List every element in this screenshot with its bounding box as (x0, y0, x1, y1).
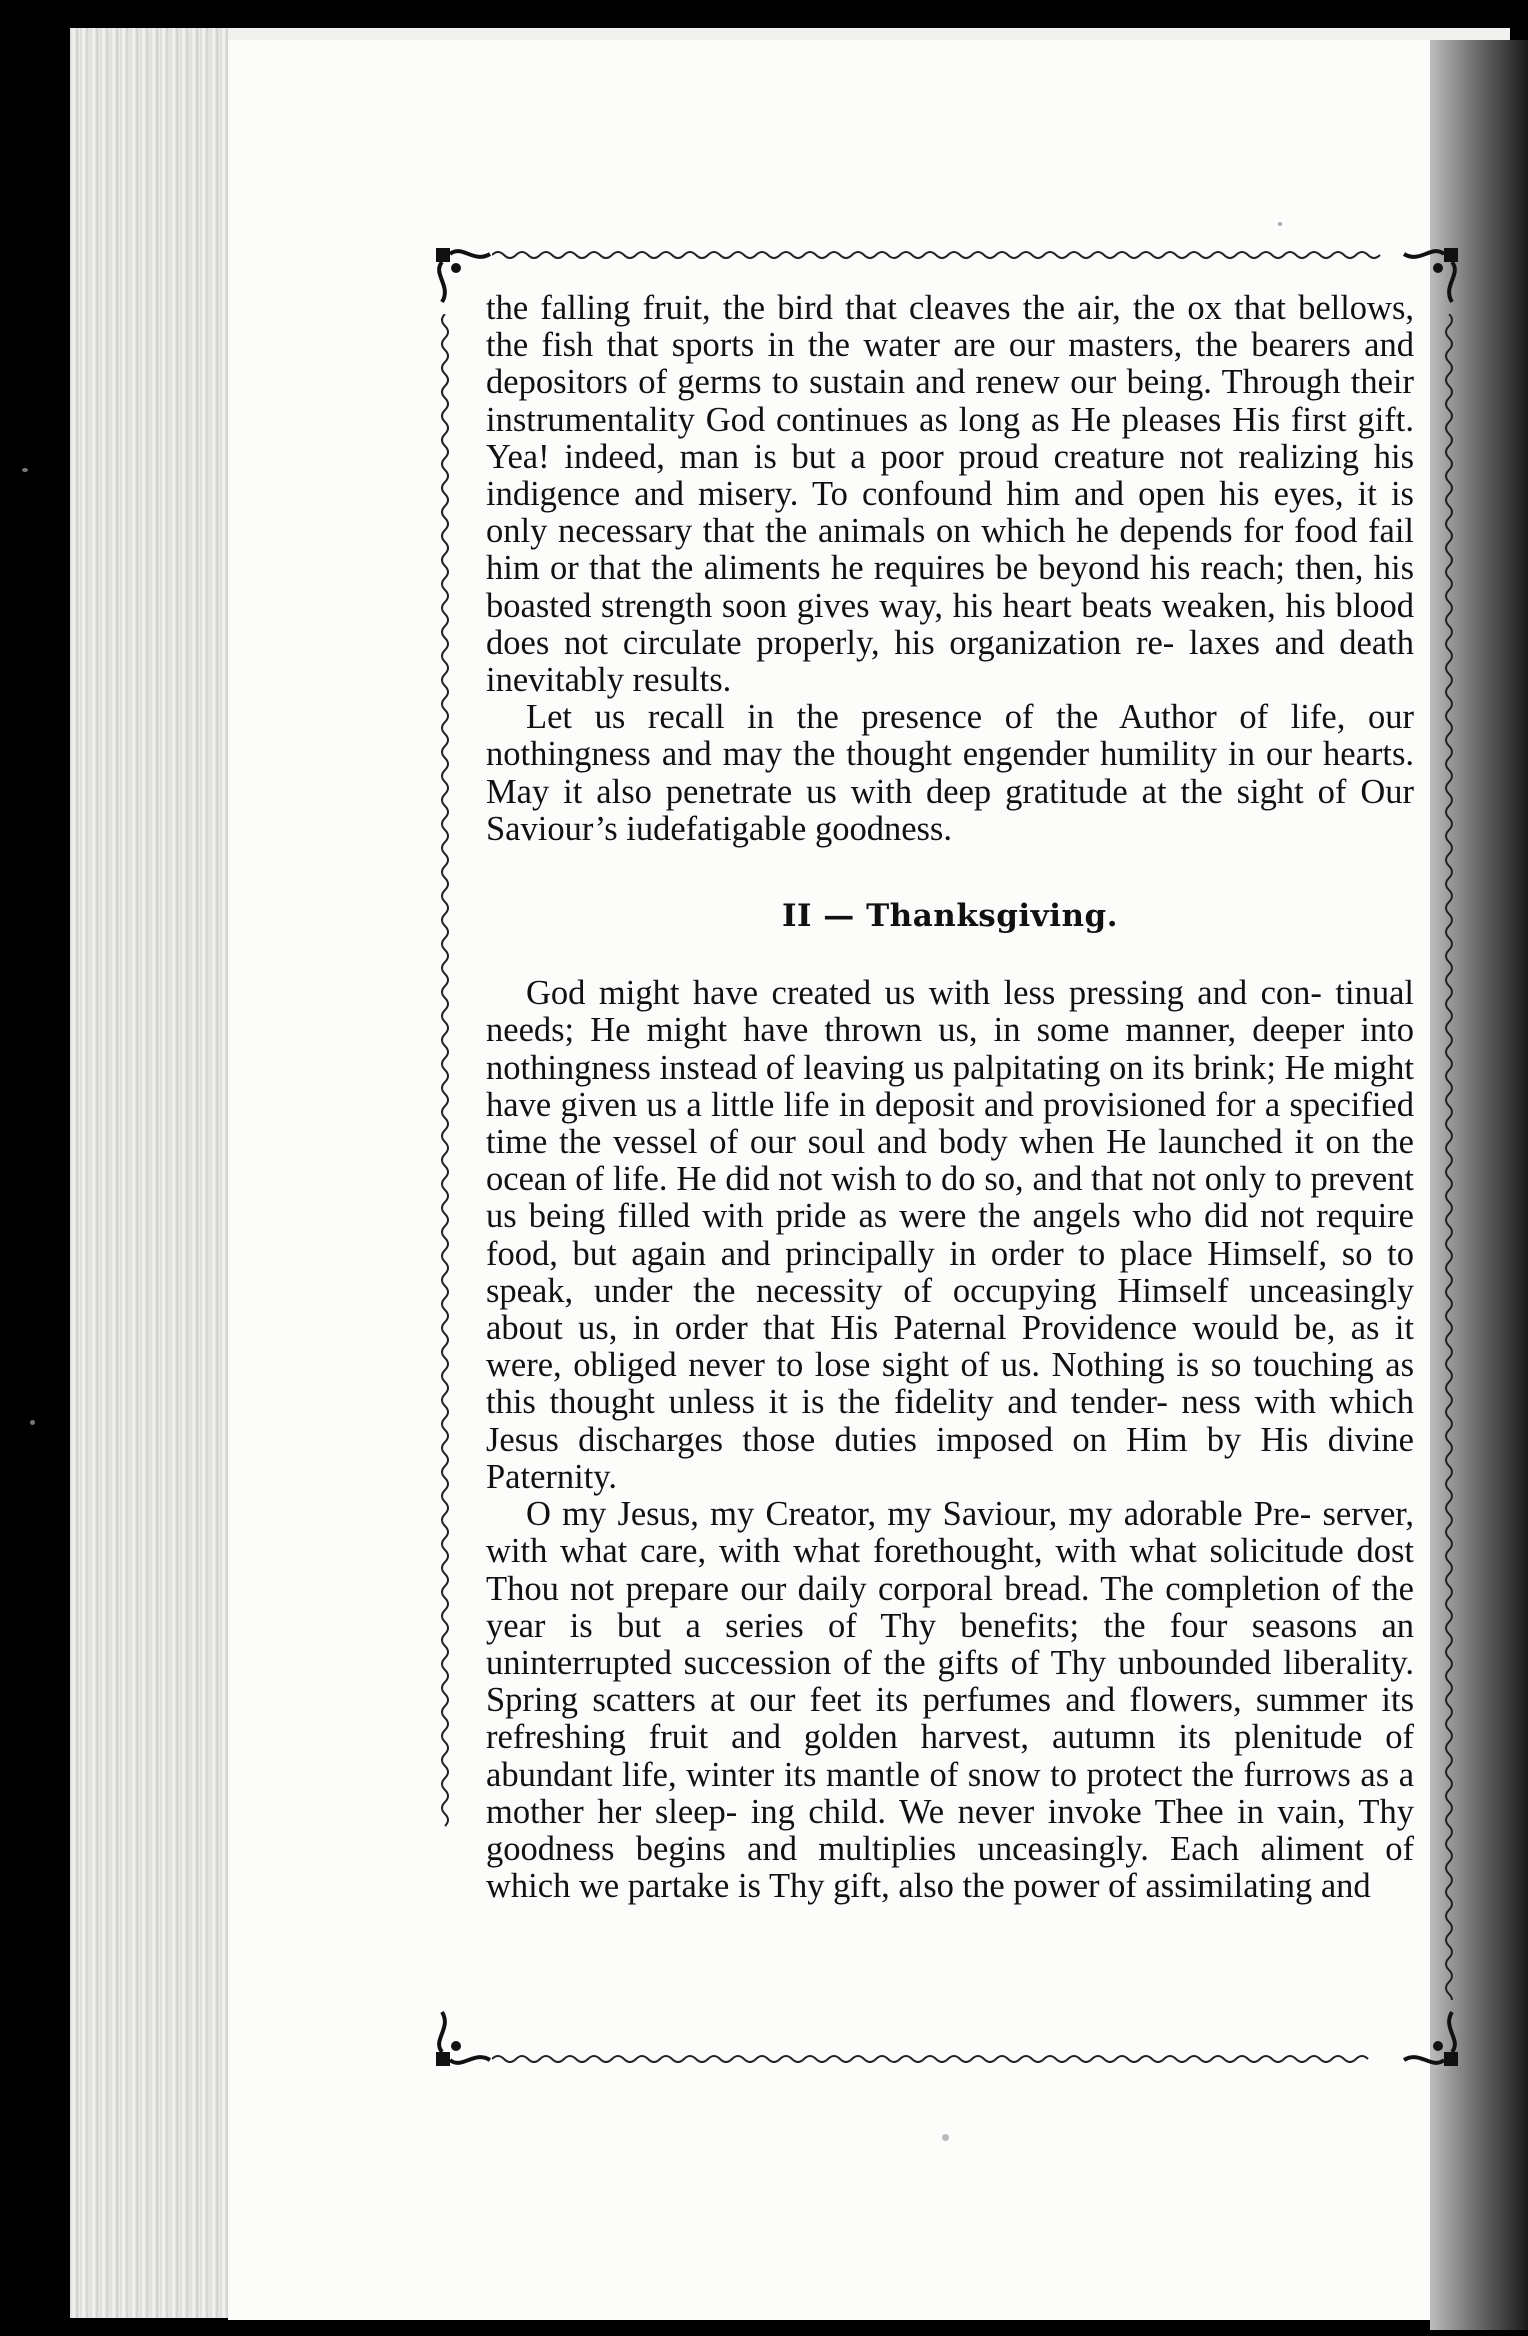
text-line: touching as this thought unless it is the fidelity and tender- (486, 1346, 1414, 1422)
text-line: about us, in order that His Paternal Providence would be, (486, 1309, 1336, 1348)
paragraph-o-my-jesus (486, 1496, 1414, 1905)
text-line: server, with what care, with what forethought, with what (486, 1495, 1414, 1571)
text-line: bellows, the fish that sports in the water are our masters, the (486, 289, 1415, 365)
text-line: that the aliments he requires be beyond his reach; then, (589, 549, 1364, 588)
corner-ornament-icon (1392, 2000, 1462, 2070)
text-line: again and principally in order to place Himself, so to speak, (486, 1234, 1414, 1310)
scan-speck (22, 468, 28, 472)
text-line: ness with which Jesus discharges those duties imposed on (486, 1383, 1414, 1459)
text-line: ing child. We never invoke Thee in vain, Thy goodness (486, 1792, 1414, 1868)
text-line: The completion of the year is but a series of Thy benefits; (486, 1569, 1414, 1645)
section-heading: II — Thanksgiving. (782, 898, 1118, 935)
text-line: tinual needs; He might have thrown us, in some manner, (486, 974, 1414, 1050)
text-line: we partake is Thy gift, also the power of assimilating and (578, 1867, 1371, 1906)
text-line: solicitude dost Thou not prepare our daily corporal bread. (486, 1532, 1415, 1608)
paragraph-continued (486, 290, 1414, 699)
text-line: perfumes and flowers, summer its refreshing fruit and golden (486, 1681, 1415, 1757)
paragraph-god-might (486, 975, 1414, 1496)
text-line: God might have created us with less pressing and con- (526, 974, 1322, 1013)
text-line: harvest, autumn its plenitude of abundant life, winter its (486, 1718, 1415, 1794)
text-line: being. Through their instrumentality God continues as long (486, 363, 1414, 439)
text-line: his boasted strength soon gives way, his heart beats weaken, (486, 549, 1415, 625)
border-rule-left (440, 314, 450, 2000)
scan-speck (1278, 222, 1282, 226)
text-line: Let us recall in the presence of the Author of life, our (526, 698, 1414, 737)
text-line: sight of Our Saviour’s iudefatigable goodness. (486, 772, 1414, 848)
text-line: Him by His divine Paternity. (486, 1420, 1414, 1496)
text-line: the four seasons an uninterrupted succession of the gifts of (486, 1606, 1415, 1682)
border-rule-right (1444, 314, 1454, 2000)
text-line: as it were, obliged never to lose sight of us. Nothing is so (486, 1309, 1415, 1385)
border-rule-bottom (492, 2054, 1402, 2064)
page-edges (70, 28, 228, 2318)
text-line: under the necessity of occupying Himself unceasingly (593, 1271, 1415, 1310)
text-line: the falling fruit, the bird that cleaves the air, the ox that (486, 289, 1286, 327)
corner-ornament-icon (432, 2000, 502, 2070)
scan-speck (30, 1420, 35, 1425)
text-line: begins and multiplies unceasingly. Each aliment of which (486, 1829, 1414, 1906)
text-line: that the animals on which he depends for food fail him or (486, 512, 1414, 588)
text-line: its brink; He might have given us a little life in deposit (486, 1048, 1414, 1124)
text-line: hearts. May it also penetrate us with deep gratitude at the (486, 735, 1415, 811)
text-line: and body when He launched it on the ocean of life. He did (486, 1123, 1414, 1199)
text-line: his blood does not circulate properly, his organization re- (486, 586, 1414, 662)
scan-speck (942, 2134, 949, 2141)
text-line: poor proud creature not realizing his indigence and misery. (486, 437, 1415, 514)
text-line: as He pleases His first gift. Yea! indeed, man is but a (486, 400, 1414, 476)
text-line: bearers and depositors of germs to sustain and renew our (486, 326, 1414, 402)
text-line: with pride as were the angels who did not require food, but (486, 1197, 1414, 1273)
text-line: mantle of snow to protect the furrows as a mother her sleep- (486, 1755, 1415, 1831)
paragraph-recall (486, 699, 1414, 848)
text-line: To confound him and open his eyes, it is only necessary (486, 475, 1414, 551)
page-text (486, 290, 1414, 1905)
text-line: laxes and death inevitably results. (486, 623, 1414, 700)
text-line: O my Jesus, my Creator, my Saviour, my adorable Pre- (526, 1495, 1312, 1534)
text-line: and provisioned for a specified time the vessel of our soul (486, 1085, 1414, 1162)
border-rule-top (492, 250, 1402, 260)
text-line: deeper into nothingness instead of leaving us palpitating on (486, 1011, 1414, 1087)
text-line: Thy unbounded liberality. Spring scatters at our feet its (486, 1643, 1414, 1720)
text-line: not wish to do so, and that not only to prevent us being filled (486, 1160, 1415, 1236)
text-line: nothingness and may the thought engender humility in our (486, 735, 1312, 774)
